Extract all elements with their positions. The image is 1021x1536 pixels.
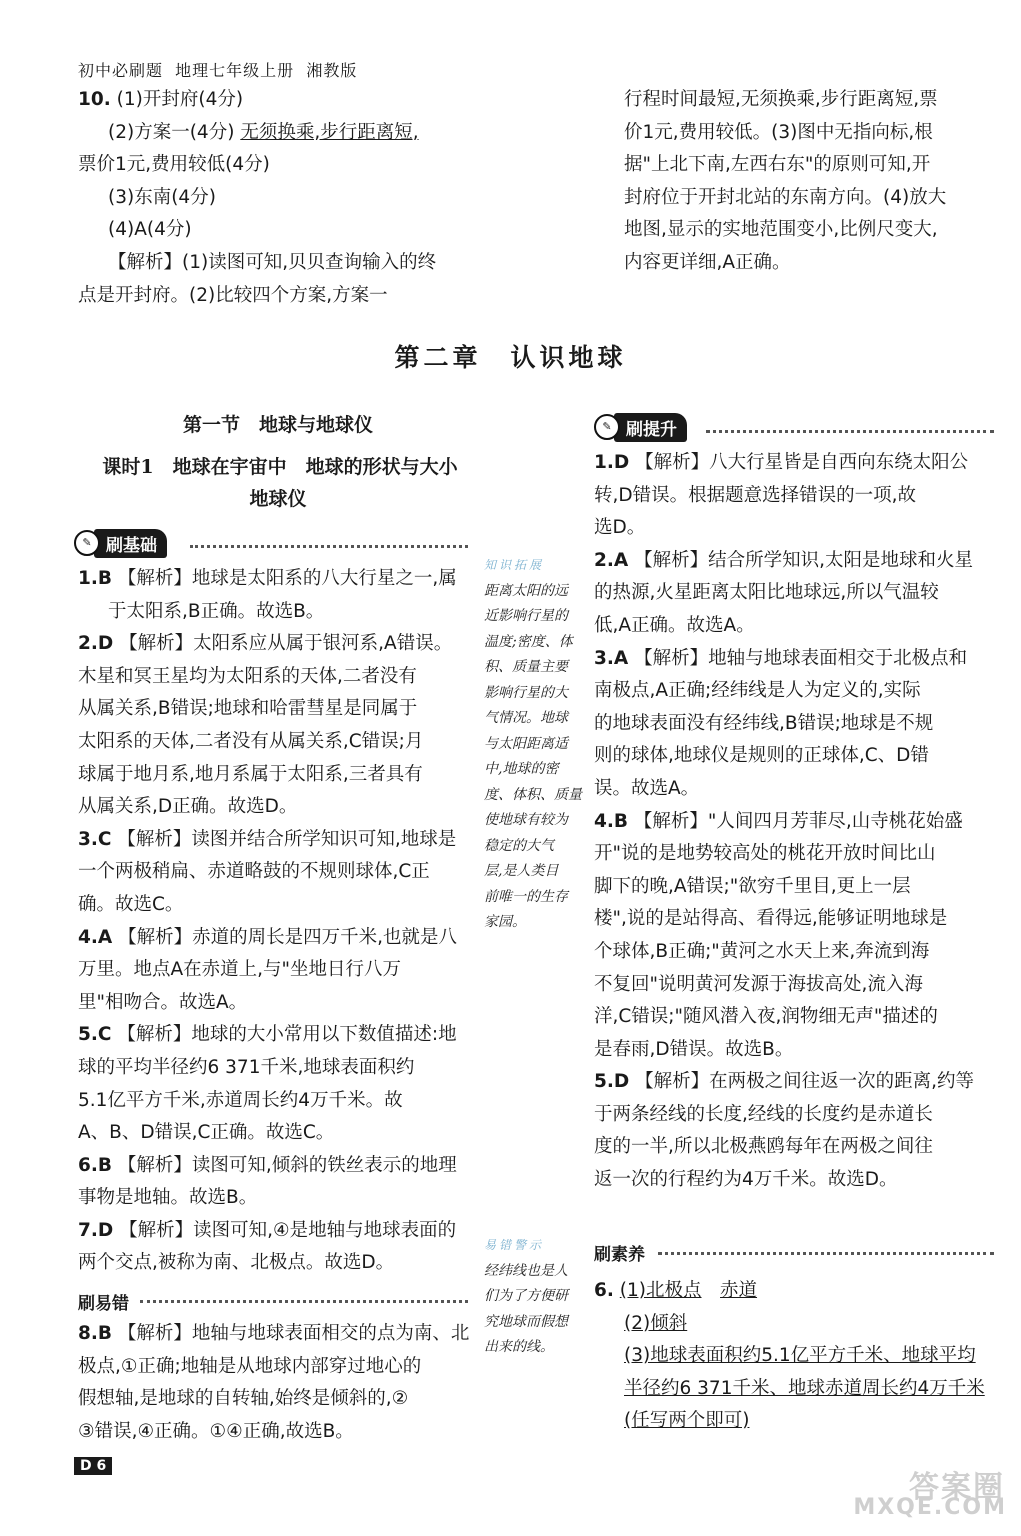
answer-text: 半径约6 371千米、地球赤道周长约4万千米 <box>624 1377 985 1399</box>
dotted-divider <box>140 1300 468 1303</box>
answer-line: 转,D错误。根据题意选择错误的一项,故 <box>594 484 917 506</box>
lesson-title-line2: 地球仪 <box>249 488 307 510</box>
answer-line: 里"相吻合。故选A。 <box>78 991 248 1013</box>
answer-line: 太阳系的天体,二者没有从属关系,C错误;月 <box>78 730 424 752</box>
answer-line: 4.A 【解析】赤道的周长是四万千米,也就是八 <box>78 926 457 948</box>
answer-text: (1)开封府(4分) <box>116 89 244 110</box>
badge-label: 刷基础 <box>94 529 167 558</box>
answer-line: 两个交点,被称为南、北极点。故选D。 <box>78 1252 395 1274</box>
answer-line: 返一次的行程约为4万千米。故选D。 <box>594 1169 898 1191</box>
answer-line: 的热源,火星距离太阳比地球远,所以气温较 <box>594 582 939 604</box>
answer-line: 6.B 【解析】读图可知,倾斜的铁丝表示的地理 <box>78 1154 457 1176</box>
answer-line: 误。故选A。 <box>594 777 700 799</box>
answer-line: 洋,C错误;"随风潜入夜,润物细无声"描述的 <box>594 1006 938 1028</box>
answer-line: 2.D 【解析】太阳系应从属于银河系,A错误。 <box>78 633 453 655</box>
answer-text: (任写两个即可) <box>624 1410 750 1432</box>
sub-literacy-label: 刷素养 <box>594 1245 645 1265</box>
answer-line: 是春雨,D错误。故选B。 <box>594 1038 794 1060</box>
answer-line: 5.D 【解析】在两极之间往返一次的距离,约等 <box>594 1071 975 1093</box>
answer-line: 则的球体,地球仪是规则的正球体,C、D错 <box>594 745 929 767</box>
answer-line: 南极点,A正确;经纬线是人为定义的,实际 <box>594 680 921 702</box>
section-title: 第一节 地球与地球仪 <box>182 414 373 436</box>
brush-icon: ✎ <box>594 414 620 440</box>
answer-line: ③错误,④正确。①④正确,故选B。 <box>78 1420 354 1442</box>
dotted-divider <box>658 1252 994 1255</box>
answer-text: (2)方案一(4分) <box>108 121 235 143</box>
answer-text: 无须换乘,步行距离短, <box>240 121 419 143</box>
question-number: 10. <box>78 89 111 110</box>
answer-line: 木星和冥王星均为太阳系的天体,二者没有 <box>78 665 417 687</box>
lesson-title: 课时1 地球在宇宙中 地球的形状与大小 <box>102 456 458 478</box>
answer-line: 从属关系,B错误;地球和哈雷彗星是同属于 <box>78 698 418 720</box>
answer-line: 于两条经线的长度,经线的长度约是赤道长 <box>594 1103 933 1125</box>
brush-icon: ✎ <box>74 530 100 556</box>
answer-line: 3.A 【解析】地轴与地球表面相交于北极点和 <box>594 647 968 669</box>
answer-text: (3)东南(4分) <box>108 186 216 208</box>
answer-text: 票价1元,费用较低(4分) <box>78 154 270 176</box>
answer-line: 低,A正确。故选A。 <box>594 614 755 636</box>
answer-line: 8.B 【解析】地轴与地球表面相交的点为南、北 <box>78 1323 470 1344</box>
answer-line: 球的平均半径约6 371千米,地球表面积约 <box>78 1056 415 1078</box>
answer-text: (2)倾斜 <box>624 1312 688 1334</box>
answer-text: 赤道 <box>720 1280 758 1301</box>
left-answers <box>78 563 478 1280</box>
sub-error-label: 刷易错 <box>78 1294 129 1314</box>
answer-line: 的地球表面没有经纬线,B错误;地球是不规 <box>594 712 934 734</box>
answer-line: 7.D 【解析】读图可知,④是地轴与地球表面的 <box>78 1219 457 1241</box>
answer-text: (4)A(4分) <box>108 219 192 241</box>
side-note-tag: 易错警示 <box>484 1238 545 1252</box>
answer-text: (1)北极点 <box>619 1280 702 1301</box>
answer-line: 一个两极稍扁、赤道略鼓的不规则球体,C正 <box>78 861 430 883</box>
watermark-logo: 答案圈 <box>909 1470 1005 1505</box>
q10-right <box>624 84 1004 280</box>
side-note-mistake: 易错警示 经纬线也是人 们为了方便研 究地球而假想 出来的线。 <box>484 1233 592 1361</box>
watermark-url: MXQE.COM <box>853 1495 1007 1520</box>
answer-line: 3.C 【解析】读图并结合所学知识可知,地球是 <box>78 828 457 850</box>
answer-line: 从属关系,D正确。故选D。 <box>78 796 298 818</box>
analysis-text: 【解析】(1)读图可知,贝贝查询输入的终 <box>108 251 437 273</box>
right-answers <box>594 447 1004 1197</box>
dotted-divider <box>706 430 994 433</box>
running-header: 初中必刷题 地理七年级上册 湘教版 <box>78 61 358 80</box>
answer-line: 4.B 【解析】"人间四月芳菲尽,山寺桃花始盛 <box>594 810 963 832</box>
answer-line: 不复回"说明黄河发源于海拔高处,流入海 <box>594 973 923 995</box>
answer-line: 度的一半,所以北极燕鸥每年在两极之间往 <box>594 1136 933 1158</box>
answer-line: 1.D 【解析】八大行星皆是自西向东绕太阳公 <box>594 452 969 473</box>
answer-text: (3)地球表面积约5.1亿平方千米、地球平均 <box>624 1345 976 1367</box>
answer-line: 确。故选C。 <box>78 893 184 915</box>
answer-line: 1.B 【解析】地球是太阳系的八大行星之一,属 <box>78 568 457 589</box>
answer-line: 假想轴,是地球的自转轴,始终是倾斜的,② <box>78 1388 409 1410</box>
answer-line: 万里。地点A在赤道上,与"坐地日行八万 <box>78 959 402 981</box>
answer-line: 球属于地月系,地月系属于太阳系,三者具有 <box>78 763 423 785</box>
answer-line: 选D。 <box>594 517 646 539</box>
analysis-text: 地图,显示的实地范围变小,比例尺变大, <box>624 219 938 241</box>
badge-improve <box>594 412 687 442</box>
answer-line: 极点,①正确;地轴是从地球内部穿过地心的 <box>78 1355 422 1377</box>
dotted-divider <box>190 545 468 548</box>
badge-basic <box>74 528 167 558</box>
page-number: D 6 <box>74 1457 112 1475</box>
answer-line: 于太阳系,B正确。故选B。 <box>108 600 325 622</box>
q6-answers <box>594 1275 1004 1438</box>
analysis-text: 价1元,费用较低。(3)图中无指向标,根 <box>624 121 933 143</box>
question-number: 6. <box>594 1280 614 1301</box>
analysis-text: 点是开封府。(2)比较四个方案,方案一 <box>78 284 388 306</box>
chapter-title: 第二章 认识地球 <box>394 343 627 372</box>
analysis-text: 封府位于开封北站的东南方向。(4)放大 <box>624 186 947 208</box>
left-answers-2 <box>78 1318 478 1448</box>
answer-line: A、B、D错误,C正确。故选C。 <box>78 1122 335 1144</box>
answer-line: 5.1亿平方千米,赤道周长约4万千米。故 <box>78 1089 403 1111</box>
answer-line: 开"说的是地势较高处的桃花开放时间比山 <box>594 843 936 865</box>
answer-line: 5.C 【解析】地球的大小常用以下数值描述:地 <box>78 1024 457 1046</box>
q10-left <box>78 84 478 312</box>
badge-label: 刷提升 <box>614 413 687 442</box>
analysis-text: 行程时间最短,无须换乘,步行距离短,票 <box>624 89 938 110</box>
answer-line: 楼",说的是站得高、看得远,能够证明地球是 <box>594 908 948 930</box>
answer-line: 事物是地轴。故选B。 <box>78 1187 258 1209</box>
answer-line: 脚下的晚,A错误;"欲穷千里目,更上一层 <box>594 875 911 897</box>
analysis-text: 据"上北下南,左西右东"的原则可知,开 <box>624 154 931 176</box>
side-note-tag: 知识拓展 <box>484 558 545 572</box>
answer-line: 2.A 【解析】结合所学知识,太阳是地球和火星 <box>594 549 973 571</box>
analysis-text: 内容更详细,A正确。 <box>624 251 791 273</box>
answer-line: 个球体,B正确;"黄河之水天上来,奔流到海 <box>594 940 930 962</box>
side-note-knowledge: 知识拓展 距离太阳的远 近影响行星的 温度;密度、体 积、质量主要 影响行星的大 气情况。地球 与太阳距离适 中,地球的密 度、体积、质量 使地球有较为 稳定的大气 层,是人类目 前唯一的生存 家园。 <box>484 553 592 936</box>
